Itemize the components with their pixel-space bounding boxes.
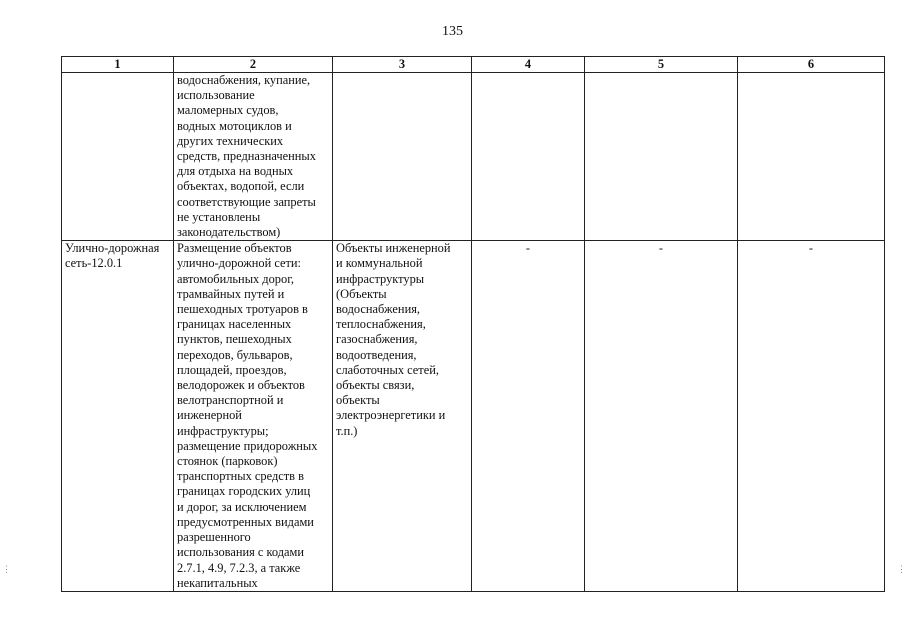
- cell-line: маломерных судов,: [177, 103, 279, 118]
- header-row: [62, 57, 885, 73]
- row2-col1: [62, 241, 174, 592]
- cell-line: Размещение объектов: [177, 241, 292, 256]
- cell-line: велодорожек и объектов: [177, 378, 305, 393]
- cell-line: объектах, водопой, если: [177, 179, 305, 194]
- header-col-2: 2: [174, 57, 333, 73]
- cell-line: слаботочных сетей,: [336, 362, 439, 377]
- row1-col6: [738, 73, 885, 241]
- cell-line: использования с кодами: [177, 545, 304, 560]
- cell-line: площадей, проездов,: [177, 362, 287, 377]
- zoning-table: [61, 56, 885, 592]
- cell-line: Улично-дорожная: [65, 241, 160, 256]
- cell-line: улично-дорожной сети:: [177, 256, 301, 271]
- row2-col6: [738, 241, 885, 592]
- cell-line: трамвайных путей и: [177, 286, 285, 301]
- cell-line: границах городских улиц: [177, 484, 311, 499]
- empty-dash: -: [808, 241, 814, 256]
- cell-line: автомобильных дорог,: [177, 271, 294, 286]
- page-number: 135: [442, 24, 463, 39]
- cell-line: стоянок (парковок): [177, 454, 278, 469]
- row2-col4: [472, 241, 585, 592]
- cell-line: переходов, бульваров,: [177, 347, 293, 362]
- cell-line: водоснабжения,: [336, 302, 420, 317]
- cell-line: пешеходных тротуаров в: [177, 302, 308, 317]
- cell-line: для отдыха на водных: [177, 164, 294, 179]
- cell-line: 2.7.1, 4.9, 7.2.3, а также: [177, 560, 301, 575]
- cell-line: водоотведения,: [336, 347, 417, 362]
- cell-line: объекты: [336, 393, 380, 408]
- empty-dash: -: [525, 241, 531, 256]
- cell-line: т.п.): [336, 423, 358, 438]
- cell-line: газоснабжения,: [336, 332, 418, 347]
- cell-line: транспортных средств в: [177, 469, 304, 484]
- row1-col2: [174, 73, 333, 241]
- cell-line: инфраструктуры;: [177, 423, 269, 438]
- cell-line: предусмотренных видами: [177, 514, 314, 529]
- row1-col3: [333, 73, 472, 241]
- cell-line: водных мотоциклов и: [177, 118, 292, 133]
- scan-edge-mark-left: ⋮: [2, 564, 11, 574]
- row2-col2: [174, 241, 333, 592]
- cell-line: других технических: [177, 133, 284, 148]
- cell-line: Объекты инженерной: [336, 241, 451, 256]
- table-row: [62, 73, 885, 241]
- header-col-3: 3: [333, 57, 472, 73]
- cell-line: объекты связи,: [336, 378, 415, 393]
- cell-line: пунктов, пешеходных: [177, 332, 292, 347]
- row1-col1: [62, 73, 174, 241]
- cell-line: (Объекты: [336, 286, 387, 301]
- cell-line: средств, предназначенных: [177, 149, 316, 164]
- cell-line: и дорог, за исключением: [177, 499, 307, 514]
- cell-line: электроэнергетики и: [336, 408, 446, 423]
- scan-edge-mark-right: ⋮: [897, 564, 906, 574]
- cell-line: соответствующие запреты: [177, 194, 316, 209]
- cell-line: использование: [177, 88, 255, 103]
- cell-line: размещение придорожных: [177, 438, 318, 453]
- table-row: [62, 241, 885, 592]
- cell-line: водоснабжения, купание,: [177, 73, 311, 87]
- cell-line: разрешенного: [177, 530, 251, 545]
- header-col-6: 6: [738, 57, 885, 73]
- cell-line: некапитальных: [177, 575, 258, 590]
- empty-dash: -: [658, 241, 664, 256]
- row2-col3: [333, 241, 472, 592]
- cell-line: инженерной: [177, 408, 242, 423]
- row1-col4: [472, 73, 585, 241]
- cell-line: границах населенных: [177, 317, 292, 332]
- cell-line: не установлены: [177, 209, 261, 224]
- header-col-4: 4: [472, 57, 585, 73]
- row1-col5: [585, 73, 738, 241]
- row2-col5: [585, 241, 738, 592]
- cell-line: сеть-12.0.1: [65, 256, 123, 271]
- cell-line: законодательством): [177, 225, 281, 240]
- header-col-1: 1: [62, 57, 174, 73]
- cell-line: инфраструктуры: [336, 271, 425, 286]
- cell-line: и коммунальной: [336, 256, 423, 271]
- cell-line: велотранспортной и: [177, 393, 284, 408]
- cell-line: теплоснабжения,: [336, 317, 426, 332]
- header-col-5: 5: [585, 57, 738, 73]
